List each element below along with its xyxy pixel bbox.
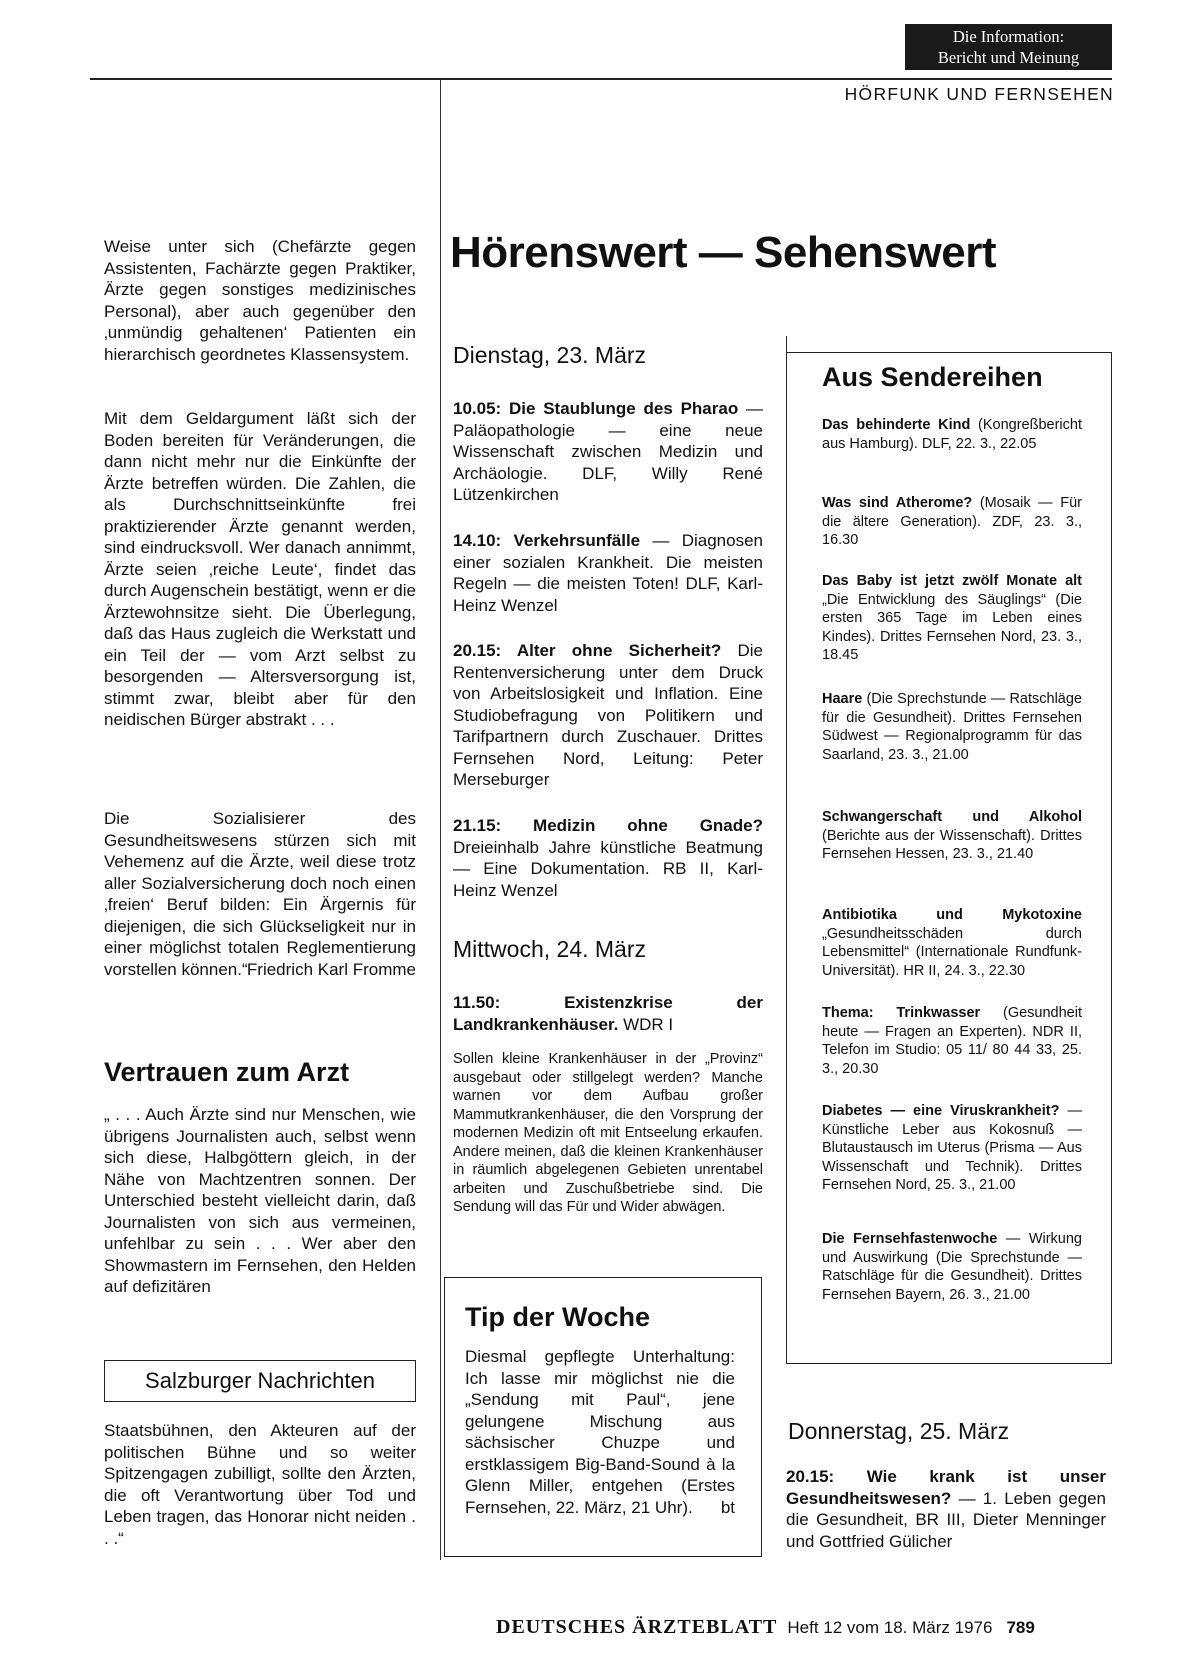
series-item-3-text: „Die Entwicklung des Säuglings“ (Die ersten 365 Tage im Leben eines Kindes). Drittes Fernsehen Nord, 23. 3., 18.45 <box>822 591 1082 663</box>
entry-2-text: — Diagnosen einer sozialen Krankheit. Die meisten Regeln — die meisten Toten! DLF, Karl-Heinz Wenzel <box>453 531 763 615</box>
entry-4 <box>453 815 763 901</box>
left-paragraph-5: Staatsbühnen, den Akteuren auf der politischen Bühne und so weiter Spitzengagen zubilligt, sollte den Ärzten, die oft Verantwortung über Tod und Leben tragen, das Honorar nicht neiden . . .“ <box>104 1421 416 1548</box>
tip-title: Tip der Woche <box>465 1302 651 1332</box>
day-tuesday: Dienstag, 23. März <box>453 342 647 368</box>
left-paragraph-3-author: Friedrich Karl Fromme <box>246 959 416 979</box>
series-title: Aus Sendereihen <box>822 362 1043 392</box>
series-item-3 <box>822 572 1082 665</box>
header-badge-line1: Die Information: <box>952 27 1065 46</box>
series-item-2 <box>822 494 1082 550</box>
left-paragraph-2: Mit dem Geldargument läßt sich der Boden bereiten für Veränderungen, die dann nicht mehr nur die Einkünfte der Ärzte betreffen würden. Die Zahlen, die als Durchschnittseinkünfte frei praktizierender Ärzte genannt werden, sind eindrucksvoll. Wer danach annimmt, Ärzte seien ‚reiche Leute‘, findet das durch Augenschein bestätigt, wenn er die Ärztewohnsitze sieht. Die Überlegung, daß das Haus zugleich die Werkstatt und ein Teil der — vom Arzt selbst zu besorgenden — Altersversorgung ist, stimmt zwar, bleibt aber für den neidischen Bürger abstrakt . . . <box>104 409 416 729</box>
tip-body <box>465 1346 735 1518</box>
entry-5-title: 11.50: Existenzkrise der Landkrankenhäuser. <box>453 993 763 1034</box>
entry-4-text: Dreieinhalb Jahre künstliche Beatmung — Eine Dokumentation. RB II, Karl-Heinz Wenzel <box>453 837 763 900</box>
entry-5 <box>453 992 763 1035</box>
entry-thursday-text: — 1. Leben gegen die Gesundheit, BR III, Dieter Menninger und Gottfried Gülicher <box>786 1488 1106 1551</box>
footer-magazine: DEUTSCHES ÄRZTEBLATT <box>496 1616 778 1638</box>
series-item-7 <box>822 1004 1082 1078</box>
tip-text: Diesmal gepflegte Unterhaltung: Ich lasse mir möglichst nie die „Sendung mit Paul“, jene gelungene Mischung aus sächsischer Chuzpe und erstklassigem Big-Band-Sound à la Glenn Miller, entgehen (Erstes Fernsehen, 22. März, 21 Uhr). <box>465 1347 735 1517</box>
series-item-8 <box>822 1102 1082 1195</box>
series-item-3-title: Das Baby ist jetzt zwölf Monate alt <box>822 573 1082 589</box>
day-wednesday: Mittwoch, 24. März <box>453 936 646 962</box>
entry-2 <box>453 530 763 616</box>
left-paragraph-1: Weise unter sich (Chefärzte gegen Assistenten, Fachärzte gegen Praktiker, Ärzte gegen sonstiges medizinisches Personal), aber auch gegenüber den ‚unmündig gehaltenen‘ Patienten ein hierarchisch geordnetes Klassensystem. <box>104 237 416 364</box>
series-item-6 <box>822 906 1082 980</box>
series-item-4 <box>822 690 1082 764</box>
series-item-6-text: „Gesundheitsschäden durch Lebensmittel“ (Internationale Rundfunk-Universität). HR II, 24. 3., 22.30 <box>822 925 1082 979</box>
left-paragraph-3-block <box>104 808 416 980</box>
footer <box>496 1616 1035 1639</box>
footer-page-number: 789 <box>1006 1618 1035 1637</box>
day-thursday: Donnerstag, 25. März <box>788 1418 1010 1444</box>
entry-4-title: 21.15: Medizin ohne Gnade? <box>453 816 763 835</box>
series-item-9-title: Die Fernsehfastenwoche <box>822 1231 998 1247</box>
series-item-1-text: (Kongreßbericht aus Hamburg). DLF, 22. 3., 22.05 <box>822 417 1082 452</box>
series-item-5-title: Schwangerschaft und Alkohol <box>822 809 1082 825</box>
series-item-8-text: — Künstliche Leber aus Kokosnuß — Blutaustausch im Uterus (Prisma — Aus Wissenschaft und Technik). Drittes Fernsehen Nord, 25. 3., 21.00 <box>822 1103 1083 1193</box>
source-box: Salzburger Nachrichten <box>104 1360 416 1402</box>
entry-thursday-title: 20.15: Wie krank ist unser Gesundheitswesen? <box>786 1467 1106 1508</box>
header-badge <box>905 24 1112 70</box>
series-item-9 <box>822 1230 1082 1304</box>
series-item-5-text: (Berichte aus der Wissenschaft). Drittes Fernsehen Hessen, 23. 3., 21.40 <box>822 827 1082 862</box>
series-item-2-title: Was sind Atherome? <box>822 495 973 511</box>
left-paragraph-4: „ . . . Auch Ärzte sind nur Menschen, wie übrigens Journalisten auch, selbst wenn sich diese, Halbgöttern gleich, in der Nähe von Machtzentren sonnen. Der Unterschied besteht vielleicht darin, daß Journalisten von sich aus vermeinen, unfehlbar zu sein . . . Wer aber den Showmastern im Fernsehen, den Helden auf defizitären <box>104 1105 416 1296</box>
series-item-6-title: Antibiotika und Mykotoxine <box>822 907 1082 923</box>
series-item-5 <box>822 808 1082 864</box>
series-item-1 <box>822 416 1082 453</box>
series-item-9-text: — Wirkung und Auswirkung (Die Sprechstunde — Ratschläge für die Gesundheit). Drittes Fernsehen Bayern, 26. 3., 21.00 <box>822 1231 1082 1303</box>
series-item-8-title: Diabetes — eine Viruskrankheit? <box>822 1103 1060 1119</box>
column-divider <box>440 80 441 1560</box>
entry-1 <box>453 398 763 506</box>
series-item-7-text: (Gesundheit heute — Fragen an Experten). NDR II, Telefon im Studio: 05 11/ 80 44 33, 25. 3., 20.30 <box>822 1005 1082 1077</box>
header-badge-line2: Bericht und Meinung <box>937 48 1080 67</box>
section-label: HÖRFUNK UND FERNSEHEN <box>844 84 1114 104</box>
series-item-4-title: Haare <box>822 691 863 707</box>
entry-1-title: 10.05: Die Staublunge des Pharao <box>453 399 739 418</box>
tip-author: bt <box>720 1497 735 1517</box>
series-item-1-title: Das behinderte Kind <box>822 417 971 433</box>
header-rule <box>90 78 1112 80</box>
main-headline: Hörenswert — Sehenswert <box>450 228 996 277</box>
left-paragraph-3: Die Sozialisierer des Gesundheitswesens stürzen sich mit Vehemenz auf die Ärzte, weil diese trotz aller Sozialversicherung doch noch einen ‚freien‘ Beruf bilden: Ein Ärgernis für diejenigen, die sich Glückseligkeit nur in einer möglichst totalen Reglementierung vorstellen können.“ <box>104 809 416 979</box>
series-item-4-text: (Die Sprechstunde — Ratschläge für die Gesundheit). Drittes Fernsehen Südwest — Regionalprogramm für das Saarland, 23. 3., 21.00 <box>822 691 1082 763</box>
footer-issue: Heft 12 vom 18. März 1976 <box>787 1618 993 1637</box>
entry-5-note: Sollen kleine Krankenhäuser in der „Provinz“ ausgebaut oder stillgelegt werden? Manche warnen vor dem Aufbau großer Mammutkrankenhäuser, die den Vorsprung der modernen Medizin oft mit Entseelung erkaufen. Andere meinen, daß die kleinen Krankenhäuser in räumlich abgelegenen Gebieten unrentabel arbeiten und Zuschußbetriebe sind. Die Sendung will das Für und Wider abwägen. <box>453 1051 763 1215</box>
series-item-2-text: (Mosaik — Für die ältere Generation). ZDF, 23. 3., 16.30 <box>822 495 1083 548</box>
entry-3-text: Die Rentenversicherung unter dem Druck von Arbeitslosigkeit und Inflation. Eine Studiobefragung von Politikern und Tarifpartnern durch Zuschauer. Drittes Fernsehen Nord, Leitung: Peter Merseburger <box>453 641 763 789</box>
subhead-vertrauen: Vertrauen zum Arzt <box>104 1057 350 1087</box>
entry-2-title: 14.10: Verkehrsunfälle <box>453 531 641 550</box>
entry-3-title: 20.15: Alter ohne Sicherheit? <box>453 641 722 660</box>
entry-5-text: WDR I <box>618 1014 674 1034</box>
entry-thursday <box>786 1466 1106 1552</box>
series-item-7-title: Thema: Trinkwasser <box>822 1005 981 1021</box>
entry-3 <box>453 640 763 791</box>
entry-1-text: — Paläopathologie — eine neue Wissenschaft zwischen Medizin und Archäologie. DLF, Willy René Lützenkirchen <box>453 399 763 504</box>
